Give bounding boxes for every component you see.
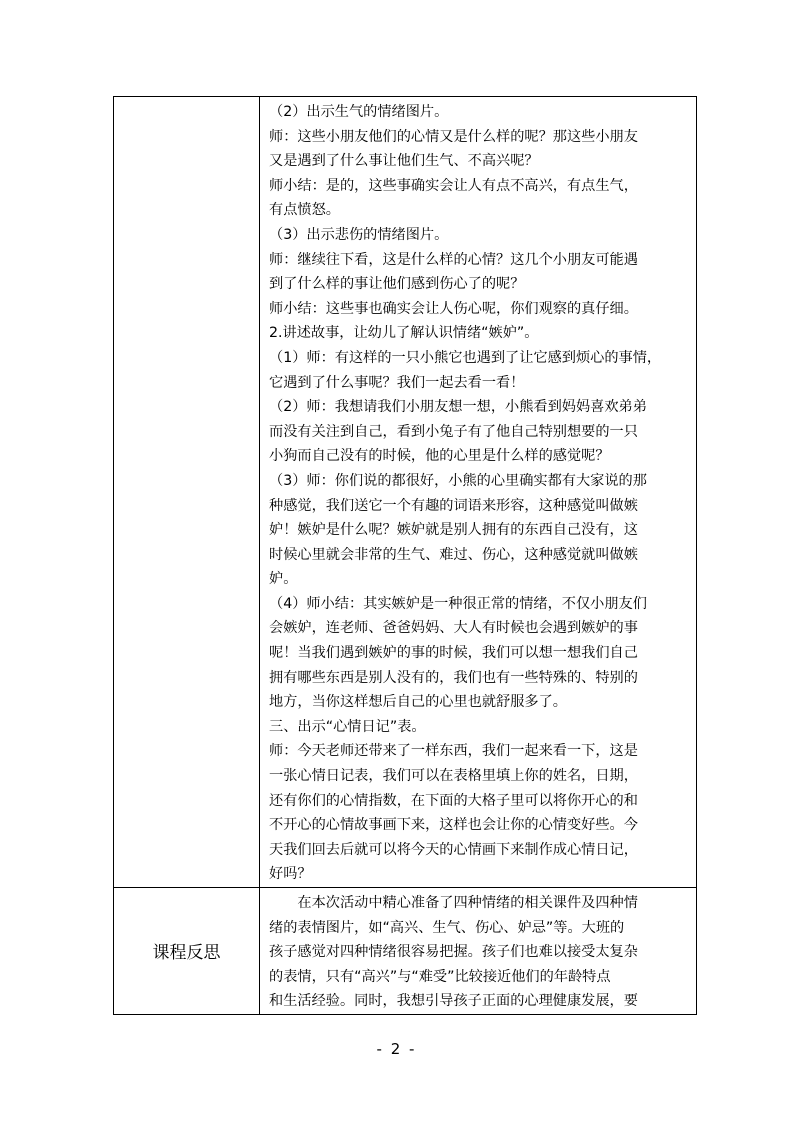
content-line: （2）出示生气的情绪图片。 — [269, 104, 449, 120]
content-line: 师：这些小朋友他们的心情又是什么样的呢？那这些小朋友 — [269, 128, 638, 145]
content-line: 天我们回去后就可以将今天的心情画下来制作成心情日记， — [269, 841, 638, 858]
reflection-line: 和生活经验。同时，我想引导孩子正面的心理健康发展，要 — [269, 993, 638, 1010]
content-line: 会嫉妒，连老师、爸爸妈妈、大人有时候也会遇到嫉妒的事 — [269, 620, 638, 637]
activity-content — [260, 97, 696, 887]
content-line: 好吗？ — [269, 866, 312, 883]
content-line: 而没有关注到自己，看到小兔子有了他自己特别想要的一只 — [269, 423, 638, 440]
page-number: - 2 - — [376, 1040, 417, 1058]
course-reflection-row — [114, 888, 697, 1015]
content-line: 2.讲述故事，让幼儿了解认识情绪“嫉妒”。 — [269, 325, 539, 342]
content-line: 呢！当我们遇到嫉妒的事的时候，我们可以想一想我们自己 — [269, 645, 638, 662]
content-line: 到了什么样的事让他们感到伤心了的呢？ — [269, 276, 525, 293]
reflection-line: 在本次活动中精心准备了四种情绪的相关课件及四种情 — [297, 895, 638, 911]
activity-label-cell — [114, 97, 260, 888]
course-reflection-text — [260, 888, 696, 1014]
content-line: 三、出示“心情日记”表。 — [269, 718, 426, 735]
activity-process-row — [114, 97, 697, 888]
content-line: 妒。 — [269, 571, 298, 588]
content-line: 师小结：这些事也确实会让人伤心呢，你们观察的真仔细。 — [269, 300, 638, 317]
content-line: 师小结：是的，这些事确实会让人有点不高兴，有点生气， — [269, 177, 638, 194]
content-line: （4）师小结：其实嫉妒是一种很正常的情绪，不仅小朋友们 — [269, 595, 647, 612]
content-line: 种感觉，我们送它一个有趣的词语来形容，这种感觉叫做嫉 — [269, 497, 638, 514]
content-line: （3）师：你们说的都很好，小熊的心里确实都有大家说的那 — [269, 472, 647, 489]
content-line: 地方，当你这样想后自己的心里也就舒服多了。 — [269, 694, 567, 711]
content-line: （1）师：有这样的一只小熊它也遇到了让它感到烦心的事情， — [269, 349, 662, 366]
content-line: 拥有哪些东西是别人没有的，我们也有一些特殊的、特别的 — [269, 669, 638, 686]
content-line: 还有你们的心情指数，在下面的大格子里可以将你开心的和 — [269, 792, 638, 809]
content-line: 师：今天老师还带来了一样东西，我们一起来看一下，这是 — [269, 743, 638, 760]
content-line: （2）师：我想请我们小朋友想一想，小熊看到妈妈喜欢弟弟 — [269, 399, 647, 416]
lesson-plan-table — [113, 96, 697, 1015]
course-reflection-label: 课程反思 — [114, 888, 260, 1015]
reflection-line: 绪的表情图片，如“高兴、生气、伤心、妒忌”等。大班的 — [269, 919, 625, 936]
content-line: 时候心里就会非常的生气、难过、伤心，这种感觉就叫做嫉 — [269, 546, 638, 563]
content-line: 小狗而自己没有的时候，他的心里是什么样的感觉呢？ — [269, 448, 610, 465]
activity-content-cell — [260, 97, 697, 888]
course-reflection-cell — [260, 888, 697, 1015]
content-line: 又是遇到了什么事让他们生气、不高兴呢？ — [269, 153, 539, 170]
content-line: 它遇到了什么事呢？我们一起去看一看！ — [269, 374, 525, 391]
content-line: 一张心情日记表，我们可以在表格里填上你的姓名，日期， — [269, 768, 638, 785]
reflection-line: 孩子感觉对四种情绪很容易把握。孩子们也难以接受太复杂 — [269, 944, 638, 961]
content-line: 妒！嫉妒是什么呢？嫉妒就是别人拥有的东西自己没有，这 — [269, 522, 638, 539]
content-line: 师：继续往下看，这是什么样的心情？这几个小朋友可能遇 — [269, 251, 638, 268]
reflection-line: 的表情，只有“高兴”与“难受”比较接近他们的年龄特点 — [269, 968, 611, 985]
content-line: （3）出示悲伤的情绪图片。 — [269, 226, 449, 243]
content-line: 不开心的心情故事画下来，这样也会让你的心情变好些。今 — [269, 817, 638, 834]
content-line: 有点愤怒。 — [269, 202, 340, 219]
